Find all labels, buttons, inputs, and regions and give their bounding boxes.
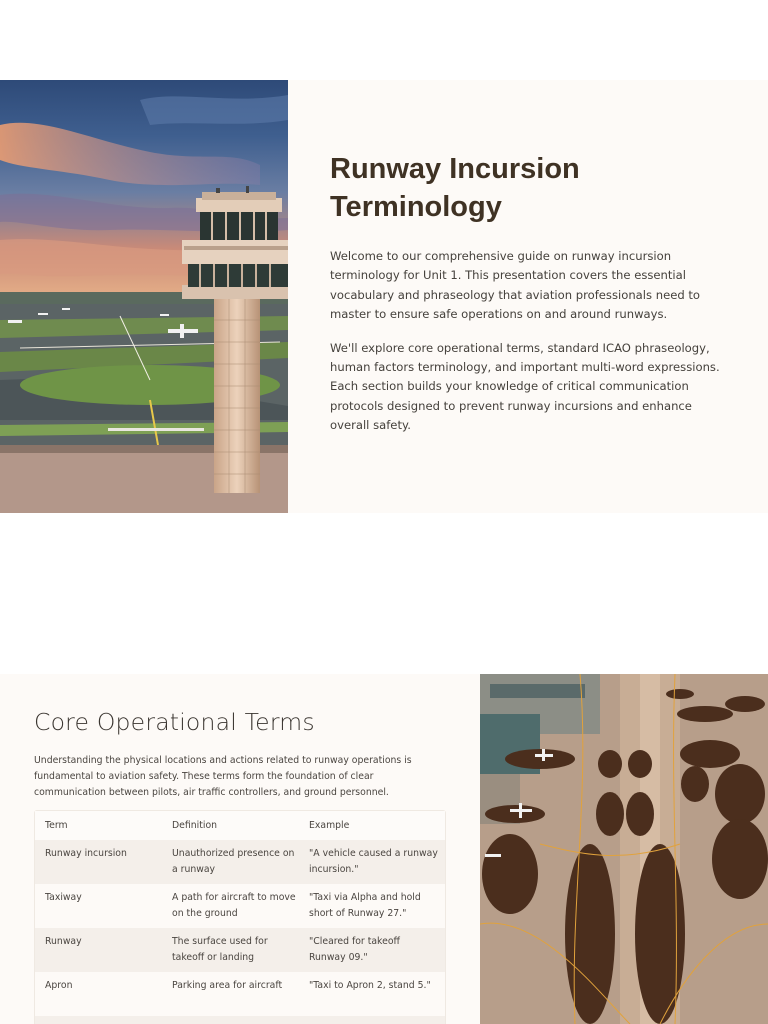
title-slide-text	[330, 150, 730, 436]
table-row	[35, 972, 445, 1016]
example-cell: "Taxi via Alpha and hold short of Runway 27."	[309, 892, 421, 919]
header-definition: Definition	[172, 819, 218, 831]
term-cell: Runway	[45, 936, 82, 947]
core-terms-content	[34, 704, 446, 1024]
example-cell: "Cleared for takeoff Runway 09."	[309, 936, 400, 963]
term-cell: Taxiway	[45, 892, 82, 903]
definition-cell: A path for aircraft to move on the ground	[172, 892, 296, 919]
table-row	[35, 840, 445, 884]
core-terms-slide	[0, 674, 768, 1024]
page-title	[330, 150, 730, 226]
airport-aerial-image	[480, 674, 768, 1024]
definition-cell: Unauthorized presence on a runway	[172, 848, 295, 875]
header-term: Term	[45, 819, 68, 831]
header-example: Example	[309, 819, 350, 831]
terms-table	[34, 810, 446, 1024]
example-cell: "A vehicle caused a runway incursion."	[309, 848, 438, 875]
table-row	[35, 884, 445, 928]
title-line-2: Terminology	[330, 191, 502, 223]
example-cell: "Taxi to Apron 2, stand 5."	[309, 980, 431, 991]
section-title: Core Operational Terms	[34, 708, 315, 736]
table-header-row	[35, 811, 445, 840]
title-line-1: Runway Incursion	[330, 153, 580, 185]
table-row	[35, 928, 445, 972]
term-cell: Runway incursion	[45, 848, 127, 859]
intro-paragraph: Welcome to our comprehensive guide on runway incursion terminology for Unit 1. This presentation covers the essential vocabulary and phraseology that aviation professionals need to master to ensure safe operations on and around runways.	[330, 249, 701, 322]
term-cell: Apron	[45, 980, 73, 991]
control-tower-image	[0, 80, 288, 513]
definition-cell: Parking area for aircraft	[172, 980, 283, 991]
title-slide	[0, 80, 768, 513]
definition-cell: The surface used for takeoff or landing	[172, 936, 268, 963]
section-intro: Understanding the physical locations and actions related to runway operations is fundamental to aviation safety. These terms form the foundation of clear communication between pilots, air traffic controllers, and ground personnel.	[34, 755, 412, 798]
overview-paragraph: We'll explore core operational terms, standard ICAO phraseology, human factors terminology, and important multi-word expressions. Each section builds your knowledge of critical communication protocols designed to prevent runway incursions and enhance overall safety.	[330, 340, 720, 433]
table-row-partial	[35, 1016, 445, 1024]
